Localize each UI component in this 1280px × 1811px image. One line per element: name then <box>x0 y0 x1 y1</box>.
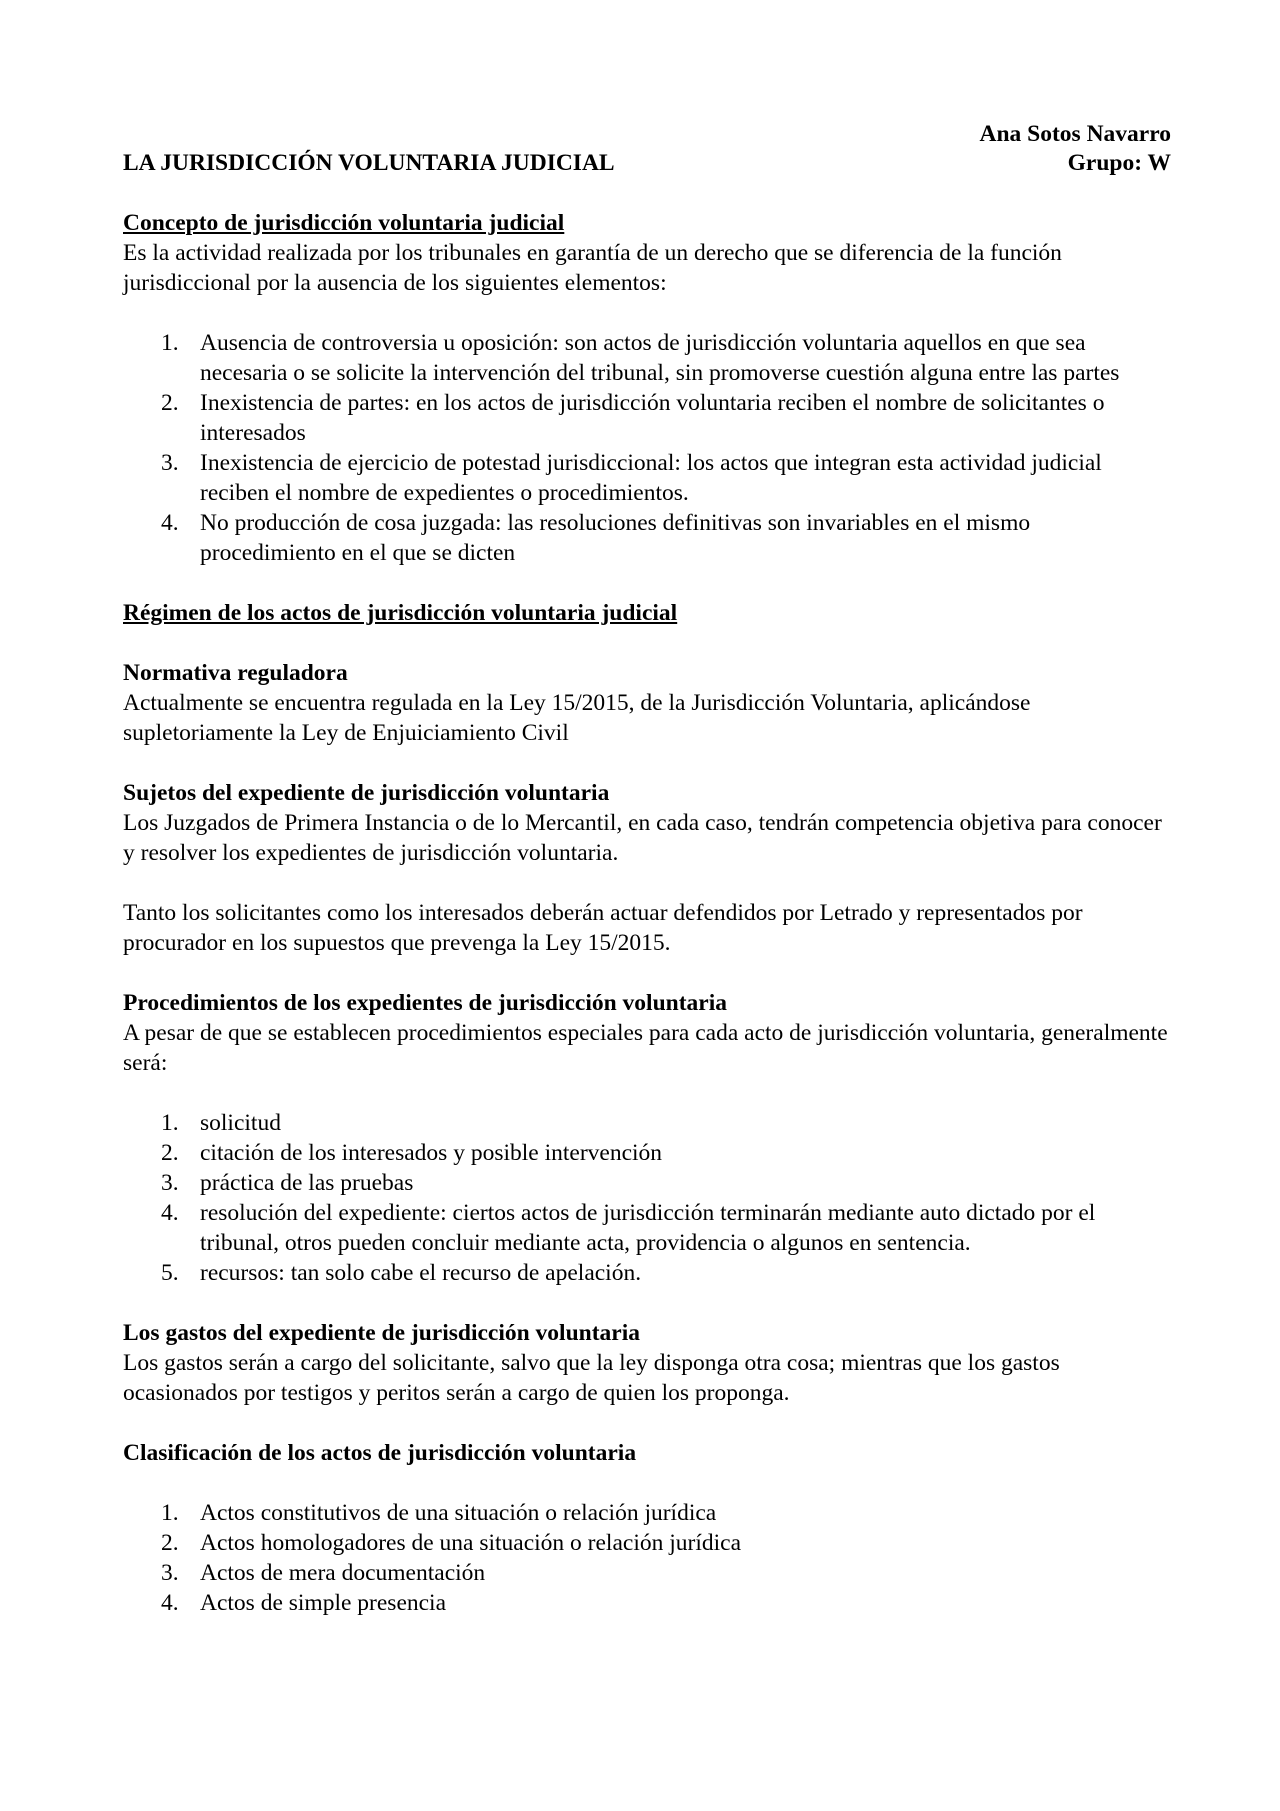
section-heading-procedimientos: Procedimientos de los expedientes de jurisdicción voluntaria <box>123 990 728 1016</box>
list-item: 4. No producción de cosa juzgada: las resoluciones definitivas son invariables en el mismo procedimiento en el que se dicten <box>161 510 1031 566</box>
list-item: 4. Actos de simple presencia <box>161 1590 447 1616</box>
document-page <box>123 119 1171 1618</box>
procedimientos-list <box>123 1108 1171 1288</box>
procedimientos-text: A pesar de que se establecen procedimientos especiales para cada acto de jurisdicción voluntaria, generalmente será: <box>123 1020 1168 1076</box>
sujetos-text-1: Los Juzgados de Primera Instancia o de lo Mercantil, en cada caso, tendrán competencia objetiva para conocer y resolver los expedientes de jurisdicción voluntaria. <box>123 810 1162 866</box>
document-title: LA JURISDICCIÓN VOLUNTARIA JUDICIAL <box>123 150 615 176</box>
section-heading-regimen: Régimen de los actos de jurisdicción voluntaria judicial <box>123 600 678 626</box>
list-item: 2. Inexistencia de partes: en los actos de jurisdicción voluntaria reciben el nombre de solicitantes o interesados <box>161 390 1105 446</box>
list-item: 2. citación de los interesados y posible intervención <box>161 1140 663 1166</box>
list-item: 1. Actos constitutivos de una situación o relación jurídica <box>161 1500 717 1526</box>
list-item: 1. Ausencia de controversia u oposición: son actos de jurisdicción voluntaria aquellos en que sea necesaria o se solicite la intervención del tribunal, sin promoverse cuestión alguna entre las partes <box>161 330 1120 386</box>
clasificacion-list <box>123 1498 1171 1618</box>
list-item: 1. solicitud <box>161 1110 281 1136</box>
list-item: 3. práctica de las pruebas <box>161 1170 414 1196</box>
concepto-text: Es la actividad realizada por los tribunales en garantía de un derecho que se diferencia de la función jurisdiccional por la ausencia de los siguientes elementos: <box>123 240 1062 296</box>
section-heading-gastos: Los gastos del expediente de jurisdicción voluntaria <box>123 1320 641 1346</box>
section-heading-concepto: Concepto de jurisdicción voluntaria judicial <box>123 210 565 236</box>
section-heading-normativa: Normativa reguladora <box>123 660 348 686</box>
list-item: 3. Inexistencia de ejercicio de potestad jurisdiccional: los actos que integran esta actividad judicial reciben el nombre de expedientes o procedimientos. <box>161 450 1102 506</box>
section-heading-sujetos: Sujetos del expediente de jurisdicción voluntaria <box>123 780 610 806</box>
section-heading-clasificacion: Clasificación de los actos de jurisdicción voluntaria <box>123 1440 637 1466</box>
list-item: 2. Actos homologadores de una situación o relación jurídica <box>161 1530 741 1556</box>
author-group: Grupo: W <box>1067 150 1171 176</box>
list-item: 3. Actos de mera documentación <box>161 1560 486 1586</box>
list-item: 5. recursos: tan solo cabe el recurso de apelación. <box>161 1260 642 1286</box>
gastos-text: Los gastos serán a cargo del solicitante, salvo que la ley disponga otra cosa; mientras que los gastos ocasionados por testigos y peritos serán a cargo de quien los proponga. <box>123 1350 1060 1406</box>
normativa-text: Actualmente se encuentra regulada en la Ley 15/2015, de la Jurisdicción Voluntaria, aplicándose supletoriamente la Ley de Enjuiciamiento Civil <box>123 690 1031 746</box>
sujetos-text-2: Tanto los solicitantes como los interesados deberán actuar defendidos por Letrado y representados por procurador en los supuestos que prevenga la Ley 15/2015. <box>123 900 1083 956</box>
concepto-list <box>123 328 1171 568</box>
author-name: Ana Sotos Navarro <box>979 121 1171 147</box>
list-item: 4. resolución del expediente: ciertos actos de jurisdicción terminarán mediante auto dictado por el tribunal, otros pueden concluir mediante acta, providencia o algunos en sentencia. <box>161 1200 1096 1256</box>
